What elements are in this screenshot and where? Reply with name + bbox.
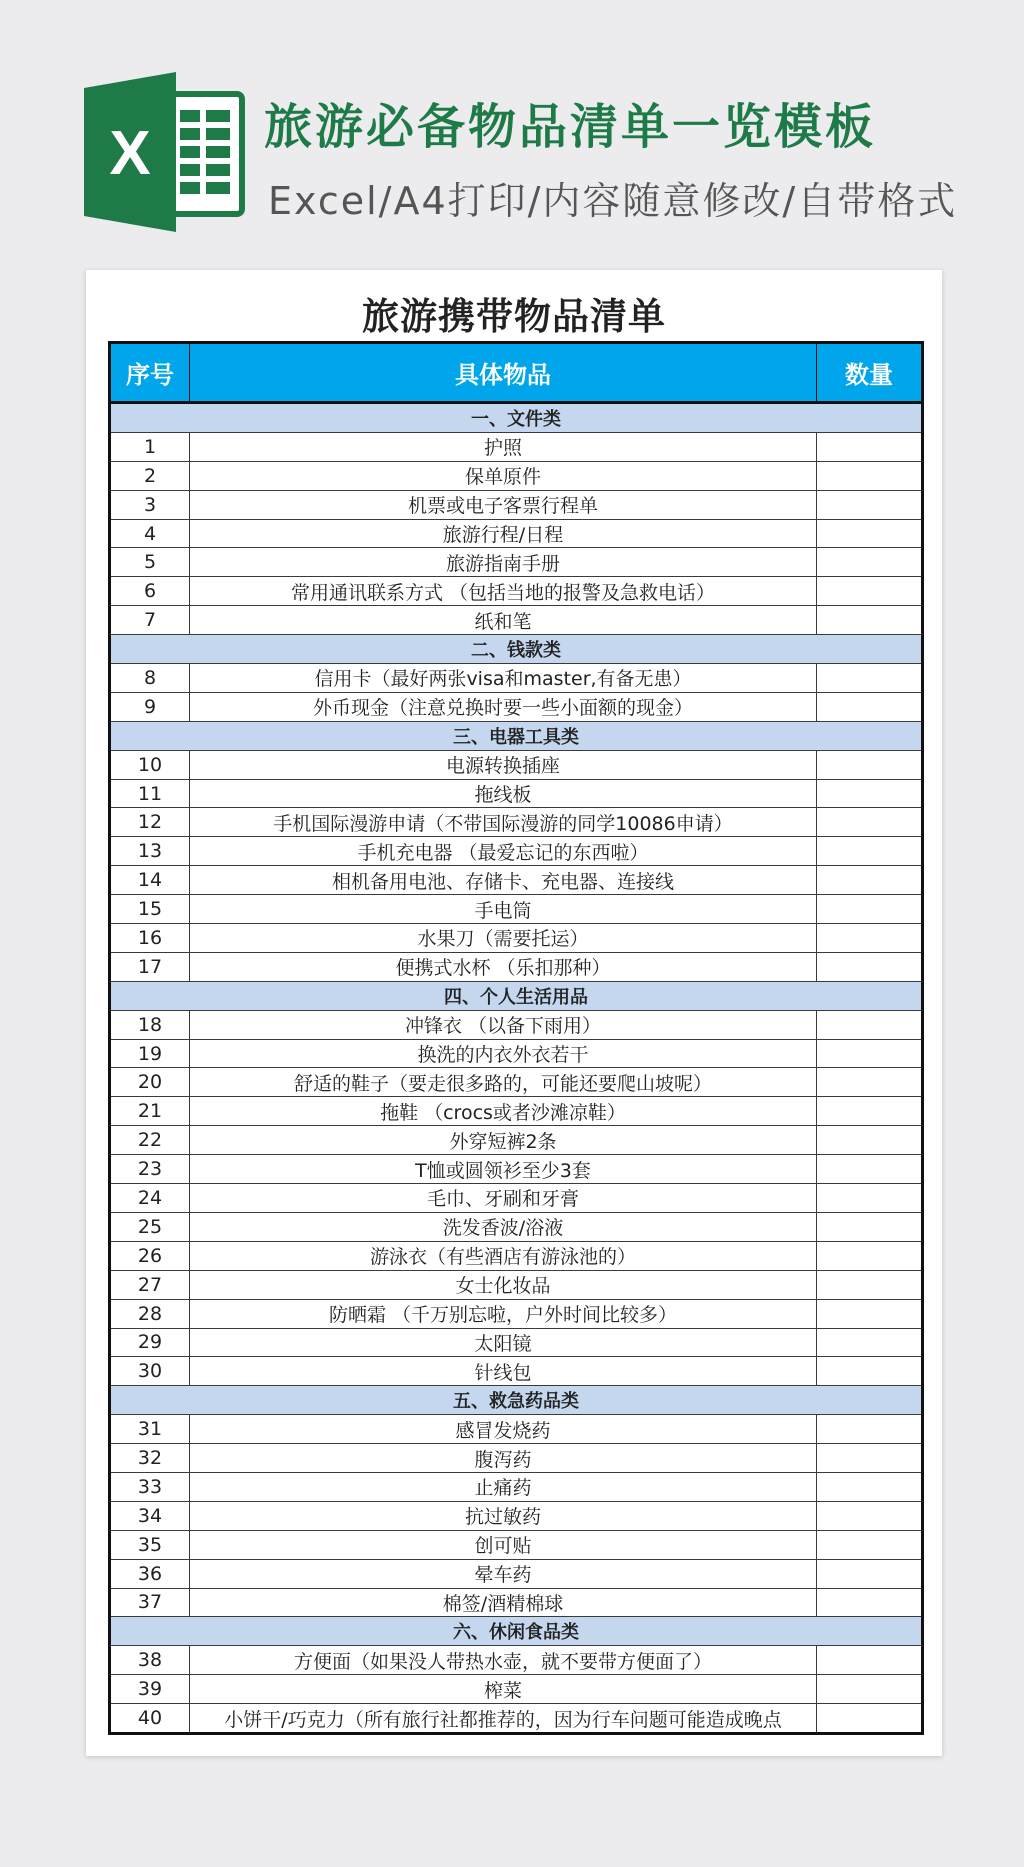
row-number-cell[interactable]: 34 xyxy=(110,1501,190,1530)
item-name-cell[interactable]: 棉签/酒精棉球 xyxy=(190,1588,817,1617)
table-row xyxy=(110,1357,923,1386)
item-name-cell[interactable]: 洗发香波/浴液 xyxy=(190,1212,817,1241)
item-name-cell[interactable]: 纸和笔 xyxy=(190,606,817,635)
item-name-cell[interactable]: 创可贴 xyxy=(190,1530,817,1559)
quantity-cell[interactable] xyxy=(817,895,923,924)
table-row xyxy=(110,866,923,895)
row-number-cell[interactable]: 29 xyxy=(110,1328,190,1357)
row-number-cell[interactable]: 27 xyxy=(110,1270,190,1299)
item-name-cell[interactable]: 保单原件 xyxy=(190,461,817,490)
quantity-cell[interactable] xyxy=(817,1097,923,1126)
row-number-cell[interactable]: 11 xyxy=(110,779,190,808)
item-name-cell[interactable]: 榨菜 xyxy=(190,1675,817,1704)
table-row xyxy=(110,606,923,635)
quantity-cell[interactable] xyxy=(817,606,923,635)
row-number-cell[interactable]: 22 xyxy=(110,1126,190,1155)
table-row xyxy=(110,1010,923,1039)
table-row xyxy=(110,1328,923,1357)
quantity-cell[interactable] xyxy=(817,1646,923,1675)
table-row xyxy=(110,461,923,490)
table-row xyxy=(110,1472,923,1501)
quantity-cell[interactable] xyxy=(817,1155,923,1184)
table-row xyxy=(110,1270,923,1299)
category-row xyxy=(110,1617,923,1646)
item-name-cell[interactable]: 冲锋衣 （以备下雨用） xyxy=(190,1010,817,1039)
row-number-cell[interactable]: 35 xyxy=(110,1530,190,1559)
row-number-cell[interactable]: 12 xyxy=(110,808,190,837)
quantity-cell[interactable] xyxy=(817,866,923,895)
item-name-cell[interactable]: 信用卡（最好两张visa和master,有备无患） xyxy=(190,664,817,693)
item-name-cell[interactable]: 旅游行程/日程 xyxy=(190,519,817,548)
row-number-cell[interactable]: 14 xyxy=(110,866,190,895)
quantity-cell[interactable] xyxy=(817,519,923,548)
row-number-cell[interactable]: 39 xyxy=(110,1675,190,1704)
table-body xyxy=(110,403,923,1734)
table-row xyxy=(110,924,923,953)
category-row xyxy=(110,981,923,1010)
table-row xyxy=(110,952,923,981)
category-row xyxy=(110,1386,923,1415)
item-name-cell[interactable]: 方便面（如果没人带热水壶，就不要带方便面了） xyxy=(190,1646,817,1675)
table-row xyxy=(110,519,923,548)
table-row xyxy=(110,1241,923,1270)
table-row xyxy=(110,490,923,519)
table-row xyxy=(110,1126,923,1155)
quantity-cell[interactable] xyxy=(817,1415,923,1444)
table-row xyxy=(110,577,923,606)
item-name-cell[interactable]: 止痛药 xyxy=(190,1472,817,1501)
item-name-cell[interactable]: 拖鞋 （crocs或者沙滩凉鞋） xyxy=(190,1097,817,1126)
row-number-cell[interactable]: 7 xyxy=(110,606,190,635)
quantity-cell[interactable] xyxy=(817,490,923,519)
column-header-number: 序号 xyxy=(110,343,190,403)
quantity-cell[interactable] xyxy=(817,1039,923,1068)
quantity-cell[interactable] xyxy=(817,432,923,461)
row-number-cell[interactable]: 17 xyxy=(110,952,190,981)
quantity-cell[interactable] xyxy=(817,779,923,808)
item-name-cell[interactable]: 手机充电器 （最爱忘记的东西啦） xyxy=(190,837,817,866)
row-number-cell[interactable]: 2 xyxy=(110,461,190,490)
row-number-cell[interactable]: 36 xyxy=(110,1559,190,1588)
item-name-cell[interactable]: 旅游指南手册 xyxy=(190,548,817,577)
item-name-cell[interactable]: 毛巾、牙刷和牙膏 xyxy=(190,1184,817,1213)
item-name-cell[interactable]: 小饼干/巧克力（所有旅行社都推荐的，因为行车问题可能造成晚点 xyxy=(190,1704,817,1734)
item-name-cell[interactable]: 防晒霜 （千万别忘啦，户外时间比较多） xyxy=(190,1299,817,1328)
quantity-cell[interactable] xyxy=(817,1068,923,1097)
table-row xyxy=(110,1212,923,1241)
row-number-cell[interactable]: 18 xyxy=(110,1010,190,1039)
table-row xyxy=(110,837,923,866)
quantity-cell[interactable] xyxy=(817,1126,923,1155)
table-row xyxy=(110,1559,923,1588)
item-name-cell[interactable]: 换洗的内衣外衣若干 xyxy=(190,1039,817,1068)
quantity-cell[interactable] xyxy=(817,692,923,721)
item-name-cell[interactable]: 太阳镜 xyxy=(190,1328,817,1357)
row-number-cell[interactable]: 15 xyxy=(110,895,190,924)
table-row xyxy=(110,1588,923,1617)
row-number-cell[interactable]: 37 xyxy=(110,1588,190,1617)
category-row xyxy=(110,635,923,664)
quantity-cell[interactable] xyxy=(817,548,923,577)
row-number-cell[interactable]: 1 xyxy=(110,432,190,461)
row-number-cell[interactable]: 24 xyxy=(110,1184,190,1213)
quantity-cell[interactable] xyxy=(817,750,923,779)
item-name-cell[interactable]: 外币现金（注意兑换时要一些小面额的现金） xyxy=(190,692,817,721)
table-row xyxy=(110,808,923,837)
excel-logo-icon xyxy=(84,72,250,232)
row-number-cell[interactable]: 10 xyxy=(110,750,190,779)
quantity-cell[interactable] xyxy=(817,1010,923,1039)
row-number-cell[interactable]: 4 xyxy=(110,519,190,548)
category-label[interactable]: 一、文件类 xyxy=(110,403,923,433)
quantity-cell[interactable] xyxy=(817,577,923,606)
item-name-cell[interactable]: 机票或电子客票行程单 xyxy=(190,490,817,519)
quantity-cell[interactable] xyxy=(817,1501,923,1530)
table-row xyxy=(110,1184,923,1213)
item-name-cell[interactable]: 电源转换插座 xyxy=(190,750,817,779)
category-label[interactable]: 六、休闲食品类 xyxy=(110,1617,923,1646)
quantity-cell[interactable] xyxy=(817,1472,923,1501)
quantity-cell[interactable] xyxy=(817,1559,923,1588)
table-row xyxy=(110,432,923,461)
category-row xyxy=(110,403,923,433)
row-number-cell[interactable]: 9 xyxy=(110,692,190,721)
row-number-cell[interactable]: 20 xyxy=(110,1068,190,1097)
row-number-cell[interactable]: 32 xyxy=(110,1444,190,1473)
table-row xyxy=(110,895,923,924)
table-row xyxy=(110,548,923,577)
row-number-cell[interactable]: 26 xyxy=(110,1241,190,1270)
quantity-cell[interactable] xyxy=(817,1299,923,1328)
item-name-cell[interactable]: 拖线板 xyxy=(190,779,817,808)
table-row xyxy=(110,1501,923,1530)
table-row xyxy=(110,1646,923,1675)
item-name-cell[interactable]: 手电筒 xyxy=(190,895,817,924)
item-name-cell[interactable]: 水果刀（需要托运） xyxy=(190,924,817,953)
quantity-cell[interactable] xyxy=(817,1357,923,1386)
row-number-cell[interactable]: 21 xyxy=(110,1097,190,1126)
quantity-cell[interactable] xyxy=(817,952,923,981)
item-name-cell[interactable]: 抗过敏药 xyxy=(190,1501,817,1530)
quantity-cell[interactable] xyxy=(817,1328,923,1357)
column-header-item: 具体物品 xyxy=(190,343,817,403)
quantity-cell[interactable] xyxy=(817,1241,923,1270)
row-number-cell[interactable]: 38 xyxy=(110,1646,190,1675)
item-name-cell[interactable]: 便携式水杯 （乐扣那种） xyxy=(190,952,817,981)
table-row xyxy=(110,1299,923,1328)
table-row xyxy=(110,1039,923,1068)
quantity-cell[interactable] xyxy=(817,924,923,953)
quantity-cell[interactable] xyxy=(817,837,923,866)
quantity-cell[interactable] xyxy=(817,1588,923,1617)
item-name-cell[interactable]: 针线包 xyxy=(190,1357,817,1386)
sheet-title: 旅游携带物品清单 xyxy=(362,295,666,338)
table-row xyxy=(110,664,923,693)
row-number-cell[interactable]: 40 xyxy=(110,1704,190,1734)
table-row xyxy=(110,1675,923,1704)
row-number-cell[interactable]: 16 xyxy=(110,924,190,953)
table-row xyxy=(110,1097,923,1126)
page-title: 旅游必备物品清单一览模板 xyxy=(264,99,877,155)
item-name-cell[interactable]: 感冒发烧药 xyxy=(190,1415,817,1444)
row-number-cell[interactable]: 3 xyxy=(110,490,190,519)
item-name-cell[interactable]: 外穿短裤2条 xyxy=(190,1126,817,1155)
row-number-cell[interactable]: 25 xyxy=(110,1212,190,1241)
category-label[interactable]: 二、钱款类 xyxy=(110,635,923,664)
item-name-cell[interactable]: 舒适的鞋子（要走很多路的，可能还要爬山坡呢） xyxy=(190,1068,817,1097)
row-number-cell[interactable]: 19 xyxy=(110,1039,190,1068)
table-row xyxy=(110,1704,923,1734)
quantity-cell[interactable] xyxy=(817,461,923,490)
item-name-cell[interactable]: 护照 xyxy=(190,432,817,461)
quantity-cell[interactable] xyxy=(817,1675,923,1704)
row-number-cell[interactable]: 6 xyxy=(110,577,190,606)
column-header-quantity: 数量 xyxy=(817,343,923,403)
quantity-cell[interactable] xyxy=(817,1270,923,1299)
row-number-cell[interactable]: 13 xyxy=(110,837,190,866)
item-name-cell[interactable]: 常用通讯联系方式 （包括当地的报警及急救电话） xyxy=(190,577,817,606)
table-row xyxy=(110,1155,923,1184)
quantity-cell[interactable] xyxy=(817,1212,923,1241)
row-number-cell[interactable]: 23 xyxy=(110,1155,190,1184)
table-row xyxy=(110,750,923,779)
table-row xyxy=(110,1068,923,1097)
item-name-cell[interactable]: 手机国际漫游申请（不带国际漫游的同学10086申请） xyxy=(190,808,817,837)
row-number-cell[interactable]: 33 xyxy=(110,1472,190,1501)
table-row xyxy=(110,1530,923,1559)
logo-letter: X xyxy=(109,119,151,188)
quantity-cell[interactable] xyxy=(817,1444,923,1473)
category-row xyxy=(110,721,923,750)
item-name-cell[interactable]: 腹泻药 xyxy=(190,1444,817,1473)
checklist-table xyxy=(108,341,924,1735)
row-number-cell[interactable]: 8 xyxy=(110,664,190,693)
table-row xyxy=(110,779,923,808)
item-name-cell[interactable]: 晕车药 xyxy=(190,1559,817,1588)
quantity-cell[interactable] xyxy=(817,1530,923,1559)
row-number-cell[interactable]: 28 xyxy=(110,1299,190,1328)
quantity-cell[interactable] xyxy=(817,1184,923,1213)
item-name-cell[interactable]: T恤或圆领衫至少3套 xyxy=(190,1155,817,1184)
quantity-cell[interactable] xyxy=(817,808,923,837)
quantity-cell[interactable] xyxy=(817,664,923,693)
sheet-paper xyxy=(86,270,942,1756)
item-name-cell[interactable]: 游泳衣（有些酒店有游泳池的） xyxy=(190,1241,817,1270)
row-number-cell[interactable]: 30 xyxy=(110,1357,190,1386)
quantity-cell[interactable] xyxy=(817,1704,923,1734)
page-subtitle: Excel/A4打印/内容随意修改/自带格式 xyxy=(268,179,958,223)
table-row xyxy=(110,692,923,721)
item-name-cell[interactable]: 相机备用电池、存储卡、充电器、连接线 xyxy=(190,866,817,895)
table-row xyxy=(110,1415,923,1444)
table-row xyxy=(110,1444,923,1473)
category-label[interactable]: 四、个人生活用品 xyxy=(110,981,923,1010)
row-number-cell[interactable]: 5 xyxy=(110,548,190,577)
row-number-cell[interactable]: 31 xyxy=(110,1415,190,1444)
item-name-cell[interactable]: 女士化妆品 xyxy=(190,1270,817,1299)
table-header-row xyxy=(110,343,923,403)
category-label[interactable]: 三、电器工具类 xyxy=(110,721,923,750)
category-label[interactable]: 五、救急药品类 xyxy=(110,1386,923,1415)
